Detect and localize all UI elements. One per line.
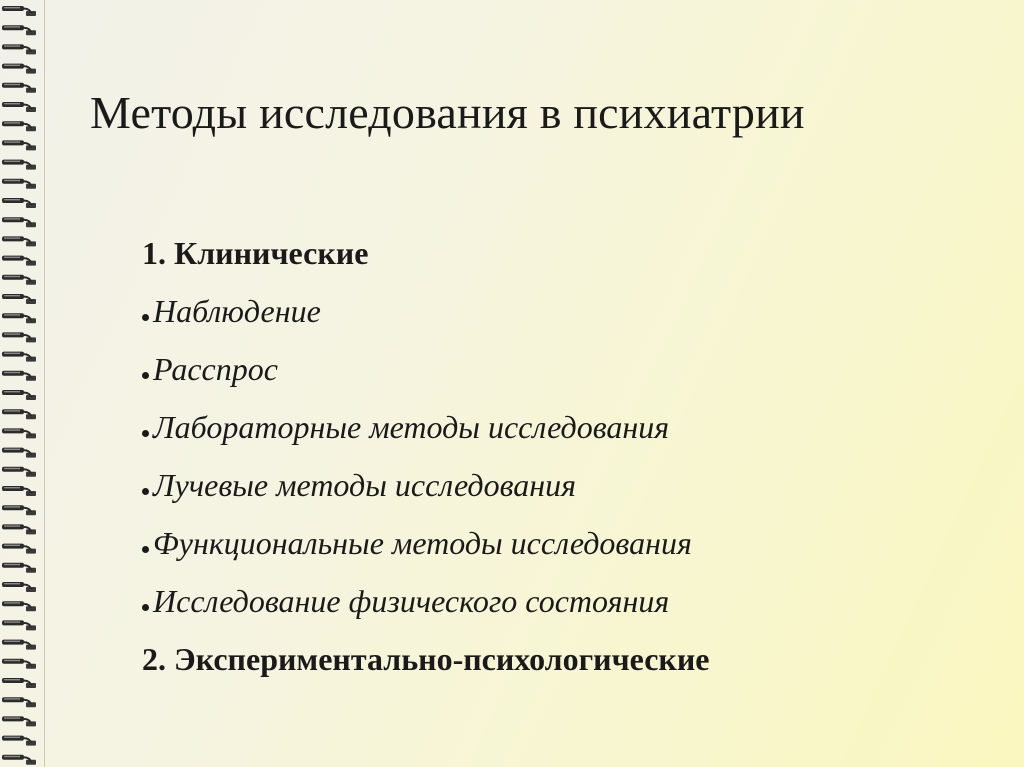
spiral-ring-highlight	[4, 237, 20, 238]
spiral-ring-highlight	[4, 449, 20, 450]
list-item-label: Расспрос	[153, 350, 278, 387]
bullet-icon	[142, 372, 149, 379]
spiral-ring-highlight	[4, 180, 20, 181]
list-item-label: Лабораторные методы исследования	[153, 408, 670, 445]
list-item	[142, 456, 710, 514]
spiral-ring	[2, 678, 24, 683]
spiral-ring	[2, 371, 24, 376]
spiral-ring	[2, 601, 24, 606]
spiral-ring	[2, 179, 24, 184]
spiral-ring-highlight	[4, 257, 20, 258]
spiral-ring	[2, 121, 24, 126]
spiral-ring	[2, 448, 24, 453]
spiral-ring	[2, 736, 24, 741]
spiral-binding	[0, 0, 44, 767]
spiral-ring-highlight	[4, 199, 20, 200]
list-item	[142, 398, 710, 456]
spiral-ring	[2, 467, 24, 472]
spiral-ring	[2, 44, 24, 49]
spiral-ring-highlight	[4, 103, 20, 104]
spiral-ring-highlight	[4, 218, 20, 219]
spiral-ring-highlight	[4, 410, 20, 411]
spiral-ring-highlight	[4, 161, 20, 162]
spiral-ring-highlight	[4, 141, 20, 142]
spiral-ring-highlight	[4, 717, 20, 718]
spiral-ring-highlight	[4, 84, 20, 85]
spiral-ring	[2, 102, 24, 107]
spiral-ring	[2, 83, 24, 88]
spiral-ring	[2, 236, 24, 241]
spiral-ring	[2, 544, 24, 549]
spiral-ring	[2, 582, 24, 587]
spiral-ring	[2, 755, 24, 760]
bullet-icon	[142, 488, 149, 495]
spiral-ring-highlight	[4, 583, 20, 584]
spiral-ring	[2, 160, 24, 165]
spiral-ring-highlight	[4, 45, 20, 46]
list-item-label: Функциональные методы исследования	[153, 524, 692, 561]
spiral-ring-highlight	[4, 756, 20, 757]
list-item	[142, 572, 710, 630]
spiral-ring-highlight	[4, 26, 20, 27]
spiral-ring	[2, 659, 24, 664]
spiral-ring-highlight	[4, 602, 20, 603]
spiral-ring	[2, 332, 24, 337]
slide-title: Методы исследования в психиатрии	[90, 87, 805, 138]
spiral-ring	[2, 563, 24, 568]
spiral-ring-highlight	[4, 679, 20, 680]
spiral-ring-highlight	[4, 641, 20, 642]
binding-border	[44, 0, 45, 767]
bullet-icon	[142, 546, 149, 553]
spiral-ring	[2, 505, 24, 510]
spiral-ring	[2, 697, 24, 702]
spiral-ring-highlight	[4, 295, 20, 296]
spiral-ring	[2, 140, 24, 145]
list-item-label: Лучевые методы исследования	[153, 466, 577, 503]
spiral-ring-highlight	[4, 429, 20, 430]
spiral-ring	[2, 409, 24, 414]
spiral-ring-highlight	[4, 391, 20, 392]
spiral-ring-highlight	[4, 372, 20, 373]
spiral-ring-highlight	[4, 333, 20, 334]
bullet-icon	[142, 430, 149, 437]
spiral-ring-highlight	[4, 7, 20, 8]
spiral-ring-highlight	[4, 564, 20, 565]
spiral-ring	[2, 256, 24, 261]
spiral-ring-highlight	[4, 65, 20, 66]
spiral-ring-highlight	[4, 698, 20, 699]
spiral-ring	[2, 275, 24, 280]
list-item-label: Наблюдение	[153, 292, 321, 329]
spiral-ring-highlight	[4, 660, 20, 661]
bullet-icon	[142, 604, 149, 611]
spiral-ring-highlight	[4, 545, 20, 546]
spiral-ring	[2, 620, 24, 625]
spiral-ring	[2, 390, 24, 395]
spiral-ring-highlight	[4, 276, 20, 277]
content-list	[142, 224, 710, 688]
spiral-ring-highlight	[4, 314, 20, 315]
bullet-icon	[142, 314, 149, 321]
spiral-ring	[2, 352, 24, 357]
spiral-ring	[2, 524, 24, 529]
spiral-ring-highlight	[4, 353, 20, 354]
spiral-ring-highlight	[4, 487, 20, 488]
list-item-label: Исследование физического состояния	[153, 582, 670, 619]
section-heading-clinical: 1. Клинические	[142, 234, 369, 271]
spiral-ring	[2, 198, 24, 203]
spiral-ring	[2, 294, 24, 299]
list-item	[142, 282, 710, 340]
list-item	[142, 340, 710, 398]
spiral-ring	[2, 64, 24, 69]
spiral-ring	[2, 25, 24, 30]
spiral-ring-highlight	[4, 506, 20, 507]
spiral-ring	[2, 486, 24, 491]
spiral-ring-highlight	[4, 621, 20, 622]
spiral-ring-highlight	[4, 468, 20, 469]
list-item	[142, 514, 710, 572]
spiral-ring	[2, 716, 24, 721]
spiral-ring-highlight	[4, 525, 20, 526]
spiral-ring	[2, 640, 24, 645]
spiral-ring-highlight	[4, 737, 20, 738]
spiral-ring	[2, 313, 24, 318]
spiral-ring-highlight	[4, 122, 20, 123]
section-heading-experimental: 2. Экспериментально-психологические	[142, 640, 710, 677]
spiral-ring	[2, 428, 24, 433]
spiral-ring	[2, 217, 24, 222]
spiral-ring	[2, 6, 24, 11]
